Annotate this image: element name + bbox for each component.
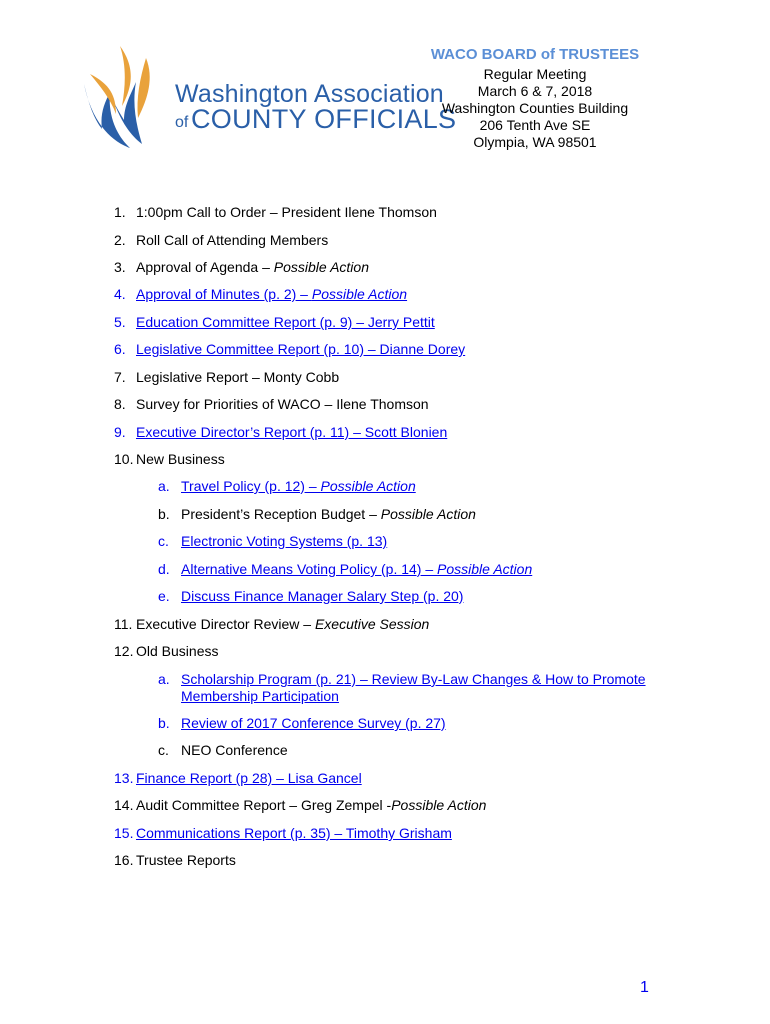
- agenda-item-label: Approval of Agenda –: [136, 259, 274, 275]
- agenda-item-number: e.: [158, 588, 170, 604]
- page-number: 1: [640, 979, 649, 996]
- agenda-item-label: Executive Director Review –: [136, 616, 315, 632]
- agenda-item-label[interactable]: Education Committee Report (p. 9) – Jerry Pettit: [136, 314, 435, 330]
- agenda-item-action: Possible Action: [273, 259, 369, 275]
- agenda-item-link[interactable]: [136, 314, 435, 331]
- header-line-street: 206 Tenth Ave SE: [479, 117, 591, 133]
- agenda-item-number: a.: [158, 478, 170, 494]
- header-line-meeting: Regular Meeting: [483, 66, 587, 82]
- agenda-item-text: [136, 852, 236, 869]
- agenda-item-number: 9.: [114, 424, 126, 440]
- agenda-item-label: President’s Reception Budget –: [181, 506, 381, 522]
- agenda-item-label[interactable]: Finance Report (p 28) – Lisa Gancel: [136, 770, 362, 786]
- agenda-item-label: NEO Conference: [181, 742, 288, 758]
- agenda-item-label: Audit Committee Report – Greg Zempel -: [136, 797, 392, 813]
- agenda-item-text: [136, 232, 328, 249]
- agenda-item-text: [136, 396, 429, 413]
- agenda-item-number: d.: [158, 561, 170, 577]
- agenda-item-label: Trustee Reports: [136, 852, 236, 868]
- agenda-item-action[interactable]: Possible Action: [311, 286, 408, 302]
- agenda-item-label[interactable]: Travel Policy (p. 12) –: [181, 478, 321, 494]
- agenda-item-action: Possible Action: [391, 797, 487, 813]
- agenda-item-action: Possible Action: [380, 506, 476, 522]
- agenda-item-link[interactable]: [136, 770, 362, 787]
- agenda-item-number: 1.: [114, 204, 126, 220]
- agenda-item-number: a.: [158, 671, 170, 687]
- agenda-item-link[interactable]: [181, 671, 646, 705]
- agenda-item-label: New Business: [136, 451, 225, 467]
- agenda-item-text: [136, 259, 369, 276]
- agenda-item-label: Legislative Report – Monty Cobb: [136, 369, 340, 385]
- agenda-item-number: 16.: [114, 852, 134, 868]
- agenda-item-link[interactable]: [136, 424, 447, 441]
- agenda-item-link[interactable]: [181, 533, 387, 550]
- agenda-item-label: Old Business: [136, 643, 219, 659]
- agenda-item-number: b.: [158, 506, 170, 522]
- agenda-item-label[interactable]: Scholarship Program (p. 21) – Review By-Law Changes & How to Promote: [181, 671, 646, 687]
- agenda-item-number: b.: [158, 715, 170, 731]
- agenda-item-number: c.: [158, 533, 169, 549]
- agenda-item-link[interactable]: [136, 341, 465, 358]
- agenda-item-link[interactable]: [136, 286, 407, 303]
- agenda-item-label[interactable]: Electronic Voting Systems (p. 13): [181, 533, 388, 549]
- agenda-item-number: 3.: [114, 259, 126, 275]
- agenda-item-number: 10.: [114, 451, 134, 467]
- agenda-item-label: Roll Call of Attending Members: [136, 232, 329, 248]
- agenda-item-action[interactable]: Possible Action: [437, 561, 533, 577]
- logo-text-of: of: [175, 114, 189, 131]
- agenda-item-action: Executive Session: [314, 616, 430, 632]
- agenda-item-label[interactable]: Alternative Means Voting Policy (p. 14) –: [181, 561, 438, 577]
- agenda-item-number: 2.: [114, 232, 126, 248]
- agenda-item-text: [181, 506, 476, 523]
- logo-text-line1: Washington Association: [175, 80, 444, 108]
- agenda-item-label: 1:00pm Call to Order – President Ilene Thomson: [136, 204, 437, 220]
- agenda-item-label[interactable]: Approval of Minutes (p. 2) –: [136, 286, 312, 302]
- agenda-item-number: 8.: [114, 396, 126, 412]
- agenda-item-text: [136, 797, 486, 814]
- agenda-item-text: [136, 451, 225, 468]
- header-line-dates: March 6 & 7, 2018: [477, 83, 593, 99]
- agenda-item-text: [181, 742, 288, 759]
- agenda-item-label[interactable]: Communications Report (p. 35) – Timothy Grisham: [136, 825, 452, 841]
- board-title: WACO BOARD of TRUSTEES: [430, 46, 640, 63]
- agenda-item-label[interactable]: Legislative Committee Report (p. 10) – Dianne Dorey: [136, 341, 466, 357]
- agenda-item-number: 6.: [114, 341, 126, 357]
- agenda-item-number: 13.: [114, 770, 134, 786]
- agenda-item-number: 11.: [114, 616, 133, 632]
- agenda-item-text: [136, 616, 429, 633]
- agenda-item-number: 14.: [114, 797, 134, 813]
- agenda-item-link[interactable]: [136, 825, 452, 842]
- agenda-item-text: [136, 369, 339, 386]
- agenda-item-text: [136, 643, 218, 660]
- agenda-item-label[interactable]: Discuss Finance Manager Salary Step (p. 20): [181, 588, 464, 604]
- agenda-item-number: 12.: [114, 643, 134, 659]
- agenda-item-text: [136, 204, 437, 221]
- agenda-item-link[interactable]: [181, 588, 463, 605]
- agenda-item-number: c.: [158, 742, 169, 758]
- logo-text-line2: COUNTY OFFICIALS: [191, 104, 457, 134]
- agenda-item-number: 15.: [114, 825, 134, 841]
- header-line-city: Olympia, WA 98501: [473, 134, 597, 150]
- agenda-item-number: 4.: [114, 286, 126, 302]
- agenda-item-number: 5.: [114, 314, 126, 330]
- agenda-item-link[interactable]: [181, 715, 446, 732]
- agenda-item-action[interactable]: Possible Action: [320, 478, 416, 494]
- agenda-item-continuation[interactable]: Membership Participation: [181, 688, 339, 704]
- header-line-building: Washington Counties Building: [441, 100, 629, 116]
- agenda-item-label[interactable]: Review of 2017 Conference Survey (p. 27): [181, 715, 446, 731]
- agenda-item-link[interactable]: [181, 561, 532, 578]
- agenda-item-label[interactable]: Executive Director’s Report (p. 11) – Scott Blonien: [136, 424, 448, 440]
- agenda-item-link[interactable]: [181, 478, 416, 495]
- agenda-item-label: Survey for Priorities of WACO – Ilene Thomson: [136, 396, 429, 412]
- agenda-item-number: 7.: [114, 369, 126, 385]
